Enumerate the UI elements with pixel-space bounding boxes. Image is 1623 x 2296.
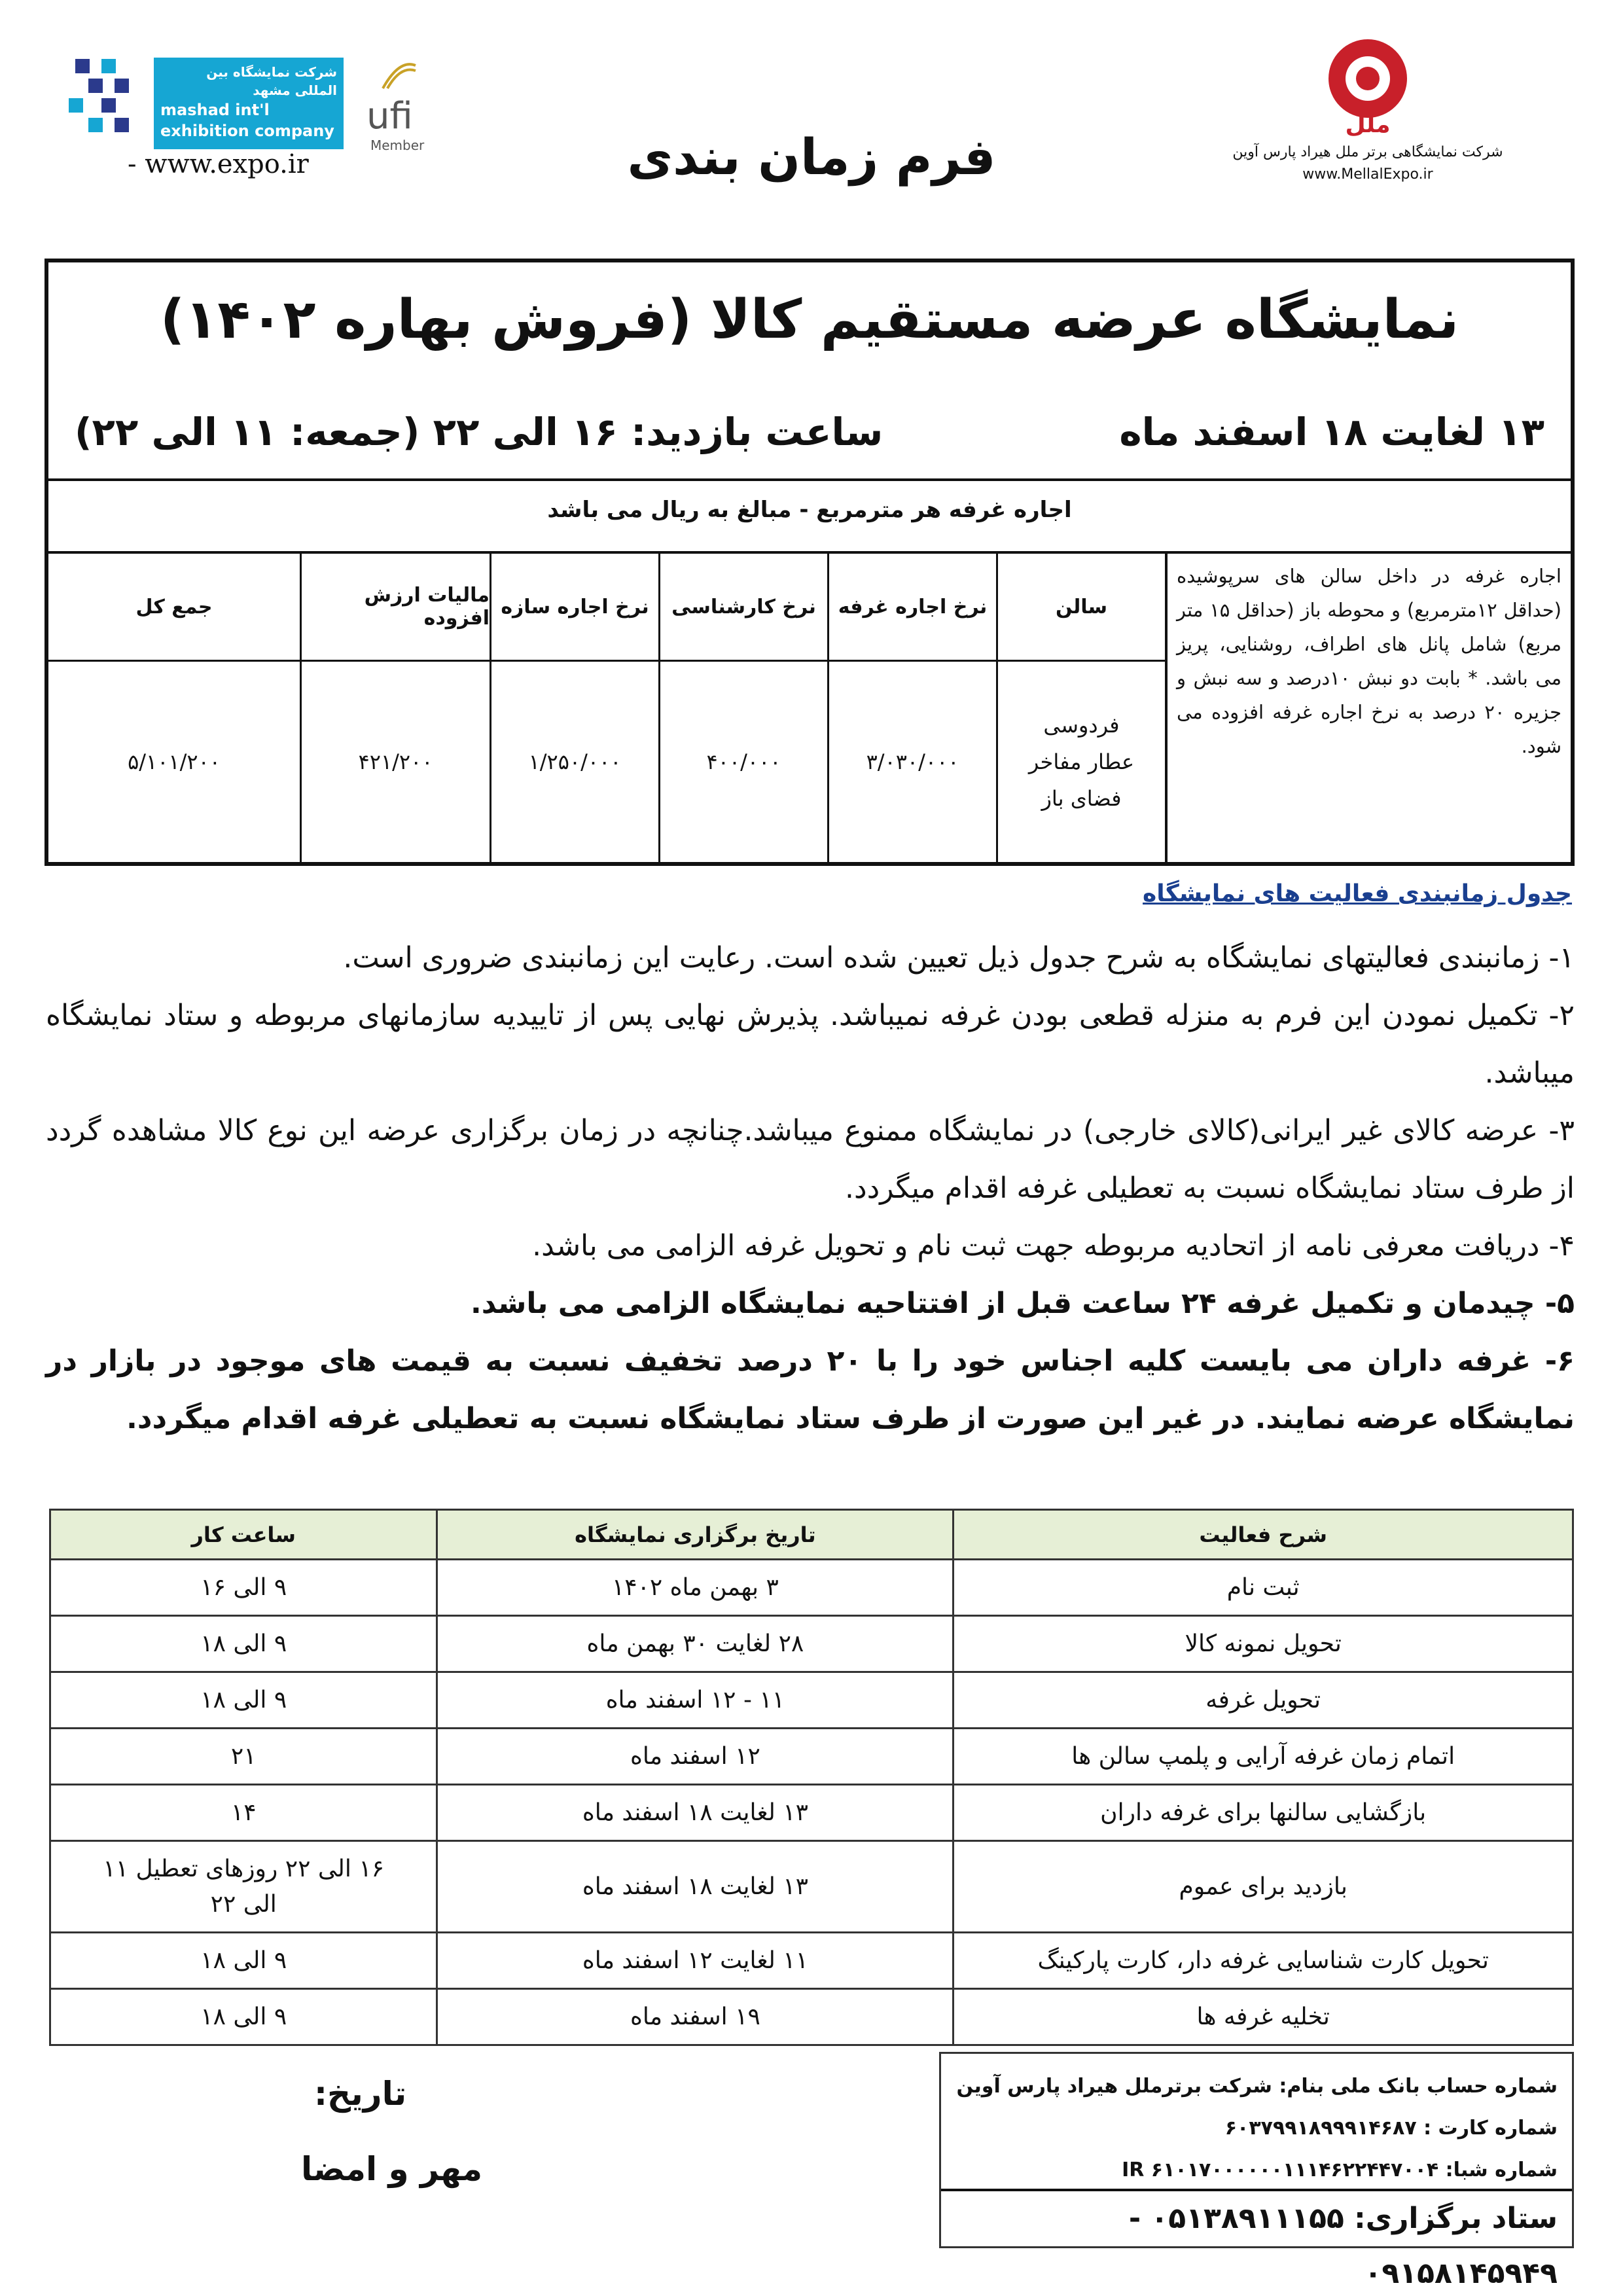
schedule-activity: تخلیه غرفه ها — [954, 1989, 1573, 2045]
schedule-table — [49, 1509, 1574, 2046]
sheba-number: شماره شبا: IR ۶۱۰۱۷۰۰۰۰۰۰۱۱۱۴۶۲۲۴۴۷۰۰۴ — [1122, 2159, 1558, 2181]
table-row — [50, 1989, 1573, 2045]
rent-table — [48, 554, 1571, 862]
exhibition-title: نمایشگاه عرضه مستقیم کالا (فروش بهاره ۱۴۰۲) — [160, 289, 1459, 351]
expo-logo-fa: شرکت نمایشگاه بین المللی مشهد — [206, 64, 337, 98]
schedule-activity: تحویل نمونه کالا — [954, 1616, 1573, 1672]
rent-header-vat: مالیات ارزش افزوده — [302, 554, 490, 662]
schedule-date: ۱۹ اسفند ماه — [437, 1989, 954, 2045]
table-row — [50, 1785, 1573, 1841]
schedule-hours: ۹ الی ۱۸ — [50, 1933, 437, 1989]
form-title: فرم زمان بندی — [627, 128, 996, 186]
schedule-date: ۱۳ لغایت ۱۸ اسفند ماه — [437, 1785, 954, 1841]
schedule-hours: ۹ الی ۱۸ — [50, 1672, 437, 1729]
schedule-header-hours: ساعت کار — [50, 1510, 437, 1560]
rule-item: ۳- عرضه کالای غیر ایرانی(کالای خارجی) در نمایشگاه ممنوع میباشد.چنانچه در زمان برگزاری عرضه این نوع کالا مشاهده گردد از طرف ستاد نمایشگاه نسبت به تعطیلی غرفه اقدام میگردد. — [46, 1114, 1575, 1205]
rent-halls: فردوسی عطار مفاخر فضای باز — [1028, 713, 1135, 811]
mellal-emblem-icon — [1315, 33, 1420, 137]
rent-header-hall: سالن — [998, 554, 1165, 662]
schedule-hours: ۹ الی ۱۸ — [50, 1989, 437, 2045]
expo-logo-en: mashad int'l exhibition company — [160, 101, 334, 140]
rent-col-structure — [490, 554, 658, 862]
rules-list — [46, 929, 1575, 1448]
rent-structure-value: ۱/۲۵۰/۰۰۰ — [528, 749, 622, 774]
table-row — [50, 1729, 1573, 1785]
exhibition-info-box — [45, 259, 1575, 866]
rent-total-value: ۵/۱۰۱/۲۰۰ — [128, 749, 221, 774]
schedule-header-date: تاریخ برگزاری نمایشگاه — [437, 1510, 954, 1560]
schedule-date: ۱۲ اسفند ماه — [437, 1729, 954, 1785]
rule-item: ۱- زمانبندی فعالیتهای نمایشگاه به شرح جدول ذیل تعیین شده است. رعایت این زمانبندی ضروری است. — [343, 941, 1575, 975]
rent-col-expert — [658, 554, 827, 862]
ufi-arc-icon — [380, 59, 419, 92]
schedule-activity: بازگشایی سالنها برای غرفه داران — [954, 1785, 1573, 1841]
visit-hours: ساعت بازدید: ۱۶ الی ۲۲ (جمعه: ۱۱ الی ۲۲) — [75, 410, 883, 454]
table-row — [50, 1560, 1573, 1616]
divider — [48, 478, 1571, 481]
mellal-url[interactable]: www.MellalExpo.ir — [1302, 166, 1433, 183]
rent-header-booth: نرخ اجاره غرفه — [829, 554, 996, 662]
ufi-member: Member — [370, 137, 425, 153]
schedule-activity: ثبت نام — [954, 1560, 1573, 1616]
rent-vat-value: ۴۲۱/۲۰۰ — [358, 749, 433, 774]
rent-header-total: جمع کل — [48, 554, 300, 662]
table-row — [50, 1616, 1573, 1672]
schedule-date: ۱۱ لغایت ۱۲ اسفند ماه — [437, 1933, 954, 1989]
seal-signature-label: مهر و امضا — [301, 2150, 483, 2188]
rent-col-hall — [996, 554, 1165, 862]
rent-booth-value: ۳/۰۳۰/۰۰۰ — [866, 749, 959, 774]
schedule-activity: تحویل غرفه — [954, 1672, 1573, 1729]
hq-phones: ستاد برگزاری: ۰۵۱۳۸۹۱۱۱۵۵ - ۰۹۱۵۸۱۴۵۹۴۹ — [941, 2189, 1572, 2246]
schedule-activity: تحویل کارت شناسایی غرفه دار، کارت پارکینگ — [954, 1933, 1573, 1989]
ufi-word: ufi — [366, 95, 413, 137]
card-number: شماره کارت : ۶۰۳۷۹۹۱۸۹۹۹۱۴۶۸۷ — [1224, 2117, 1558, 2140]
schedule-hours: ۱۴ — [50, 1785, 437, 1841]
rent-header-expert: نرخ کارشناسی — [660, 554, 827, 662]
schedule-date: ۲۸ لغایت ۳۰ بهمن ماه — [437, 1616, 954, 1672]
rule-item: ۵- چیدمان و تکمیل غرفه ۲۴ ساعت قبل از افتتاحیه نمایشگاه الزامی می باشد. — [470, 1287, 1575, 1320]
rent-col-total — [48, 554, 300, 862]
schedule-date: ۱۱ - ۱۲ اسفند ماه — [437, 1672, 954, 1729]
rent-header-structure: نرخ اجاره سازه — [491, 554, 658, 662]
table-row — [50, 1933, 1573, 1989]
schedule-hours: ۲۱ — [50, 1729, 437, 1785]
rent-col-booth — [827, 554, 996, 862]
schedule-header-row — [50, 1510, 1573, 1560]
table-row — [50, 1841, 1573, 1933]
activities-title: جدول زمانبندی فعالیت های نمایشگاه — [1143, 880, 1572, 907]
schedule-hours: ۱۶ الی ۲۲ روزهای تعطیل ۱۱ الی ۲۲ — [50, 1841, 437, 1933]
mellal-company-name: شرکت نمایشگاهی برتر ملل هیراد پارس آوین — [1232, 144, 1503, 160]
rule-item: ۶- غرفه داران می بایست کلیه اجناس خود را با ۲۰ درصد تخفیف نسبت به قیمت های موجود در بازار در نمایشگاه عرضه نمایند. در غیر این صورت از طرف ستاد نمایشگاه نسبت به تعطیلی غرفه اقدام میگردد. — [46, 1344, 1575, 1435]
schedule-activity: اتمام زمان غرفه آرایی و پلمپ سالن ها — [954, 1729, 1573, 1785]
schedule-activity: بازدید برای عموم — [954, 1841, 1573, 1933]
rule-item: ۴- دریافت معرفی نامه از اتحادیه مربوطه جهت ثبت نام و تحویل غرفه الزامی می باشد. — [532, 1229, 1575, 1263]
bank-info-box — [939, 2052, 1574, 2290]
event-dates: ۱۳ لغایت ۱۸ اسفند ماه — [1119, 410, 1544, 454]
svg-text:ملل: ملل — [1345, 111, 1391, 137]
rule-item: ۲- تکمیل نمودن این فرم به منزله قطعی بودن غرفه نمیباشد. پذیرش نهایی پس از تاییدیه سازمانهای مربوطه و ستاد نمایشگاه میباشد. — [46, 999, 1575, 1090]
schedule-date: ۱۳ لغایت ۱۸ اسفند ماه — [437, 1841, 954, 1933]
date-label: تاریخ: — [314, 2075, 407, 2113]
table-row — [50, 1672, 1573, 1729]
rent-note: اجاره غرفه هر مترمربع - مبالغ به ریال می باشد — [547, 497, 1072, 523]
schedule-hours: ۹ الی ۱۸ — [50, 1616, 437, 1672]
rent-expert-value: ۴۰۰/۰۰۰ — [706, 749, 781, 774]
expo-url[interactable]: - www.expo.ir — [128, 149, 309, 179]
schedule-date: ۳ بهمن ماه ۱۴۰۲ — [437, 1560, 954, 1616]
schedule-hours: ۹ الی ۱۶ — [50, 1560, 437, 1616]
bank-account: شماره حساب بانک ملی بنام: شرکت برترملل هیراد پارس آوین — [956, 2075, 1558, 2098]
schedule-header-activity: شرح فعالیت — [954, 1510, 1573, 1560]
rent-description: اجاره غرفه در داخل سالن های سرپوشیده (حداقل ۱۲مترمربع) و محوطه باز (حداقل ۱۵ متر مربع) شامل پانل های اطراف، روشنایی، پریز می باشد. * بابت دو نبش ۱۰درصد و سه نبش و جزیره ۲۰ درصد به نرخ اجاره غرفه افزوده می شود. — [1165, 554, 1571, 862]
rent-col-vat — [300, 554, 490, 862]
